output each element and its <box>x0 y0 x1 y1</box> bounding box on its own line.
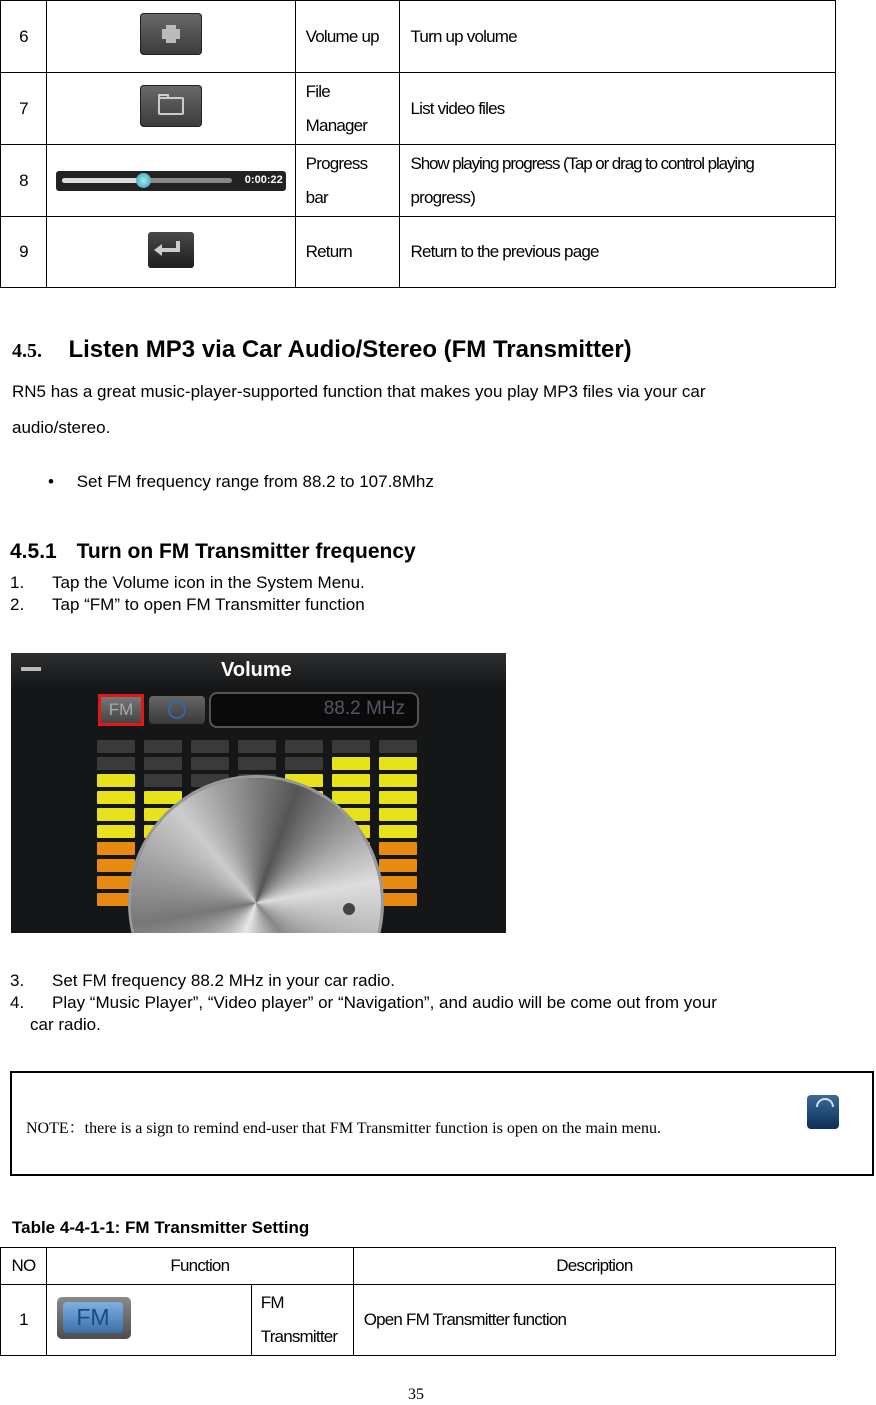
table-row <box>1 217 836 288</box>
function-label: Return <box>295 217 400 288</box>
volume-screenshot <box>11 653 506 933</box>
fm-transmitter-icon <box>807 1095 839 1129</box>
bullet-dot: • <box>48 472 54 491</box>
equalizer-segment <box>238 740 276 753</box>
equalizer-segment <box>379 859 417 872</box>
step-list <box>10 970 717 1036</box>
equalizer-segment <box>144 774 182 787</box>
equalizer-segment <box>97 740 135 753</box>
header-function: Function <box>46 1248 353 1285</box>
row-number: 7 <box>1 73 47 145</box>
intro-paragraph <box>12 374 706 446</box>
row-number: 8 <box>1 145 47 217</box>
header-description: Description <box>353 1248 835 1285</box>
intro-line: audio/stereo. <box>12 418 111 437</box>
function-label-line: File <box>305 81 330 101</box>
description-text: List video files <box>400 73 836 145</box>
equalizer-segment <box>97 876 135 889</box>
subsection-number: 4.5.1 <box>10 540 57 563</box>
header-no: NO <box>1 1248 47 1285</box>
description-text: Open FM Transmitter function <box>353 1285 835 1356</box>
mute-button <box>149 696 205 724</box>
row-number: 6 <box>1 1 47 73</box>
function-label: Volume up <box>295 1 400 73</box>
equalizer-segment <box>379 842 417 855</box>
list-item: 3. Set FM frequency 88.2 MHz in your car radio. <box>10 971 395 990</box>
frequency-display <box>211 694 417 726</box>
table-row <box>1 1285 836 1356</box>
return-icon <box>21 667 41 671</box>
equalizer-segment <box>285 757 323 770</box>
table-row <box>1 1 836 73</box>
equalizer-segment <box>332 791 370 804</box>
table-caption: Table 4-4-1-1: FM Transmitter Setting <box>12 1218 310 1237</box>
mute-icon <box>168 701 186 719</box>
equalizer-segment <box>191 740 229 753</box>
equalizer-segment <box>379 774 417 787</box>
folder-icon <box>140 85 202 127</box>
fm-label: FM <box>108 700 134 719</box>
frequency-value: 88.2 MHz <box>323 698 405 719</box>
progress-time: 0:00:22 <box>244 173 283 186</box>
bullet-item <box>48 472 434 492</box>
description-text: Return to the previous page <box>400 217 836 288</box>
return-icon <box>148 232 194 268</box>
progress-bar-icon <box>56 171 286 191</box>
equalizer-segment <box>238 757 276 770</box>
list-item: 4. Play “Music Player”, “Video player” or “Navigation”, and audio will be come out from your <box>10 993 717 1012</box>
row-number: 1 <box>1 1285 47 1356</box>
description-line: progress) <box>410 187 476 207</box>
fm-button-icon: FM <box>57 1297 131 1339</box>
equalizer-segment <box>332 757 370 770</box>
table-row <box>1 145 836 217</box>
equalizer-segment <box>332 740 370 753</box>
section-title: Listen MP3 via Car Audio/Stereo (FM Transmitter) <box>68 336 632 363</box>
description-line: Show playing progress (Tap or drag to control playing <box>410 153 754 173</box>
title-text: Volume <box>221 659 292 681</box>
equalizer-segment <box>379 876 417 889</box>
table-header-row <box>1 1248 836 1285</box>
function-label-line: bar <box>305 187 328 207</box>
knob-indicator <box>343 903 355 915</box>
list-item: 2. Tap “FM” to open FM Transmitter function <box>10 595 365 614</box>
fm-setting-table <box>0 1247 836 1356</box>
table-row <box>1 73 836 145</box>
step-list <box>10 572 365 616</box>
section-heading <box>12 336 632 364</box>
equalizer-segment <box>97 859 135 872</box>
page-number: 35 <box>408 1386 424 1403</box>
row-number: 9 <box>1 217 47 288</box>
equalizer-segment <box>144 791 182 804</box>
equalizer-segment <box>144 740 182 753</box>
function-label-line: Transmitter <box>260 1327 338 1346</box>
note-text: NOTE：there is a sign to remind end-user that FM Transmitter function is open on the main menu. <box>26 1120 662 1137</box>
section-number: 4.5. <box>12 340 42 362</box>
equalizer-segment <box>285 740 323 753</box>
subsection-heading <box>10 540 416 564</box>
equalizer-segment <box>97 791 135 804</box>
equalizer-segment <box>144 757 182 770</box>
equalizer-segment <box>379 740 417 753</box>
equalizer-segment <box>97 757 135 770</box>
function-table <box>0 0 836 288</box>
equalizer-segment <box>379 893 417 906</box>
equalizer-segment <box>191 757 229 770</box>
fm-button <box>98 694 144 726</box>
subsection-title: Turn on FM Transmitter frequency <box>76 540 416 563</box>
function-label-line: Progress <box>305 153 368 173</box>
equalizer-segment <box>97 893 135 906</box>
equalizer-segment <box>97 808 135 821</box>
equalizer-segment <box>379 825 417 838</box>
note-box <box>10 1071 874 1176</box>
plus-icon <box>140 13 202 55</box>
equalizer-segment <box>379 808 417 821</box>
equalizer-segment <box>379 757 417 770</box>
function-label-line: Manager <box>305 115 368 135</box>
intro-line: RN5 has a great music-player-supported function that makes you play MP3 files via your car <box>12 382 706 401</box>
equalizer-segment <box>332 774 370 787</box>
equalizer-segment <box>97 774 135 787</box>
equalizer-segment <box>97 825 135 838</box>
bullet-text: Set FM frequency range from 88.2 to 107.8Mhz <box>76 472 434 491</box>
equalizer-segment <box>379 791 417 804</box>
list-item: 1. Tap the Volume icon in the System Menu. <box>10 573 365 592</box>
equalizer-segment <box>97 842 135 855</box>
list-item-continuation: car radio. <box>30 1015 101 1034</box>
description-text: Turn up volume <box>400 1 836 73</box>
function-label-line: FM <box>260 1293 284 1312</box>
